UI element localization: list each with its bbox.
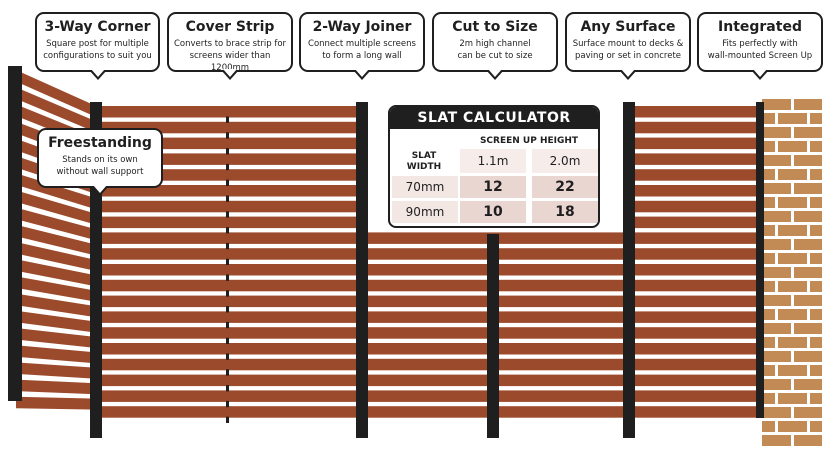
brick [778,309,807,320]
brick [794,267,822,278]
slat [628,264,760,276]
cover-strip-segment [226,132,229,138]
brick [794,99,822,110]
slat [96,406,362,418]
angled-slat [16,397,96,410]
slat [628,106,760,118]
slat [96,201,362,213]
brick [794,351,822,362]
callout-cut-to-size [432,12,558,72]
cover-strip-segment [226,401,229,407]
callout-title: Cut to Size [452,19,538,35]
cover-strip-segment [226,164,229,170]
brick-wall [762,98,822,446]
brick [810,309,822,320]
brick [810,225,822,236]
brick [794,127,822,138]
slat [628,201,760,213]
cover-strip-segment [226,148,229,154]
callout-description: Surface mount to decks & paving or set in concrete [572,39,684,61]
width-label-90: 90mm [392,201,458,223]
calculator-title: SLAT CALCULATOR [390,107,598,129]
brick [778,225,807,236]
slat [628,359,760,371]
row-header: SLAT WIDTH [406,151,442,172]
cut-to-size-post [487,234,499,438]
brick [778,197,807,208]
width-label-70: 70mm [392,176,458,198]
brick [762,351,791,362]
slat [628,138,760,150]
slat [96,390,362,402]
brick [810,365,822,376]
brick [794,239,822,250]
brick [762,295,791,306]
slat [628,311,760,323]
value-90-2: 18 [532,201,598,223]
callout-description: Fits perfectly with wall-mounted Screen Up [707,39,813,61]
slat [96,264,362,276]
brick [778,337,807,348]
callout-title: Cover Strip [185,19,275,35]
callout-title: 2-Way Joiner [312,19,412,35]
brick [762,211,791,222]
callout-cover-strip [167,12,293,72]
brick [794,211,822,222]
brick [762,127,791,138]
slat [96,296,362,308]
brick [778,393,807,404]
callout-title: Freestanding [48,135,152,151]
cover-strip-segment [226,211,229,217]
brick [778,281,807,292]
brick [794,323,822,334]
slat [628,406,760,418]
brick [762,155,791,166]
brick [762,99,791,110]
cover-strip-segment [226,290,229,296]
brick [762,323,791,334]
brick [762,267,791,278]
cover-strip-segment [226,275,229,281]
cover-strip-segment [226,306,229,312]
brick [778,365,807,376]
slat [96,359,362,371]
slat [96,217,362,229]
callout-title: 3-Way Corner [44,19,151,35]
column-header: SCREEN UP HEIGHT [479,136,579,146]
slat-calculator [388,105,600,228]
brick [762,421,775,432]
cover-strip-segment [226,385,229,391]
slat [628,169,760,181]
callout-description: 2m high channel can be cut to size [457,39,533,61]
surface-post [623,102,635,438]
value-70-1: 12 [460,176,526,198]
brick [810,281,822,292]
height-header-1: 1.1m [460,149,526,173]
wall-channel [756,102,764,418]
slat [96,232,362,244]
callout-description: Square post for multiple configurations to suit you [43,39,152,61]
brick [762,239,791,250]
angled-slat [16,345,96,363]
cover-strip-segment [226,259,229,265]
callout-2-way-joiner [299,12,425,72]
slat [628,375,760,387]
slat [96,280,362,292]
brick [778,169,807,180]
callout-title: Integrated [718,19,802,35]
callout-title: Any Surface [580,19,676,35]
value-70-2: 22 [532,176,598,198]
slat [96,327,362,339]
angled-slat [16,380,96,395]
slat [628,343,760,355]
callout-description: Connect multiple screens to form a long wall [308,39,416,61]
cover-strip-segment [226,354,229,360]
callout-integrated [697,12,823,72]
cover-strip-segment [226,117,229,123]
height-header-2: 2.0m [532,149,598,173]
brick [810,169,822,180]
brick [810,197,822,208]
slat [628,280,760,292]
brick [794,183,822,194]
cover-strip-segment [226,227,229,233]
slat [628,327,760,339]
cover-strip-segment [226,369,229,375]
slat [96,106,362,118]
brick [794,407,822,418]
slat [628,185,760,197]
corner-post-left [8,66,22,401]
joiner-post [356,102,368,438]
cover-strip-segment [226,243,229,249]
callout-any-surface [565,12,691,72]
slat [628,248,760,260]
brick [794,155,822,166]
brick [762,407,791,418]
slat [628,217,760,229]
slat [628,153,760,165]
brick [810,421,822,432]
brick [794,295,822,306]
slat [628,122,760,134]
callout-description: Converts to brace strip for screens wider than 1200mm [173,39,287,73]
brick [810,253,822,264]
brick [778,421,807,432]
brick [778,141,807,152]
angled-slat [16,362,96,378]
slat [96,375,362,387]
brick [810,337,822,348]
brick [762,379,791,390]
cover-strip-segment [226,338,229,344]
callout-description: Stands on its own without wall support [56,155,144,177]
slat [96,248,362,260]
cover-strip-segment [226,196,229,202]
brick [778,113,807,124]
brick [810,141,822,152]
brick [794,379,822,390]
cover-strip-segment [226,417,229,423]
brick [810,393,822,404]
brick [778,253,807,264]
slat [628,296,760,308]
brick [762,183,791,194]
callout-3-way-corner [35,12,160,72]
cover-strip-segment [226,322,229,328]
brick [794,435,822,446]
slat [628,390,760,402]
value-90-1: 10 [460,201,526,223]
slat [628,232,760,244]
brick [762,435,791,446]
slat [96,343,362,355]
callout-freestanding [37,128,163,188]
slat [96,311,362,323]
brick [810,113,822,124]
cover-strip-segment [226,180,229,186]
